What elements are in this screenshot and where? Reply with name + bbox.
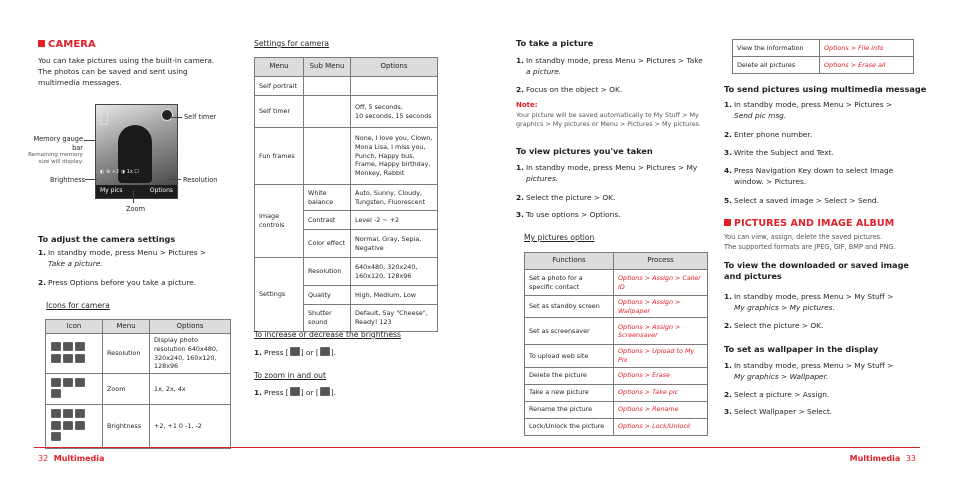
footer-rule <box>34 447 920 448</box>
table-cell: Contrast <box>304 211 351 230</box>
table-cell: 640x480, 320x240, 160x120, 128x96 <box>351 258 438 286</box>
table-row <box>255 77 438 96</box>
note-text: graphics > My pictures or Menu > Pictures > My pictures. <box>516 119 702 128</box>
bullet-square-icon <box>38 40 45 47</box>
step-number: 2. <box>516 193 524 202</box>
footer-section-label: Multimedia <box>53 454 105 463</box>
nav-down-key-icon <box>320 387 330 396</box>
table-cell: Level -2 ~ +2 <box>351 211 438 230</box>
note-text: Your picture will be saved automatically to My Stuff > My <box>516 110 699 119</box>
brightness-step <box>254 347 336 359</box>
label-brightness: Brightness <box>50 176 86 184</box>
softkey-my-pics[interactable]: My pics <box>100 187 123 194</box>
brightness-caption: To increase or decrease the brightness <box>254 330 401 339</box>
note <box>516 101 716 129</box>
step-text: ]. <box>330 388 336 397</box>
volume-up-key-icon <box>290 347 300 356</box>
step-number: 4. <box>724 166 732 175</box>
table-cell: Shutter sound <box>304 305 351 332</box>
memory-gauge-sub: size will display. <box>38 159 83 166</box>
table-header-row <box>46 320 231 334</box>
memory-gauge-title: Memory gauge bar <box>33 135 83 152</box>
footer-left <box>38 453 104 465</box>
table-cell: Quality <box>304 286 351 305</box>
step-text: Enter phone number. <box>734 130 813 139</box>
table-cell: Default, Say "Cheese", Ready! 123 <box>351 305 438 332</box>
table-cell: Zoom <box>103 374 150 405</box>
table-row <box>46 334 231 374</box>
table-cell: Options > Upload to My Pix <box>614 345 708 367</box>
step-text: ] or [ <box>300 348 319 357</box>
step-text: In standby mode, press Menu > Pictures > Take <box>526 56 703 65</box>
step-number: 1. <box>516 56 524 65</box>
zoom-step <box>254 387 336 399</box>
table-header-row <box>525 253 708 270</box>
step-text: Press [ <box>264 348 289 357</box>
self-timer-icon <box>161 109 173 121</box>
step-text: My graphics > My pictures. <box>734 302 835 312</box>
screen-icons: ◐ ⊕ +2 ◑ 1x ☐ <box>100 169 139 175</box>
more-options-table <box>732 39 914 74</box>
step-text: ]. <box>330 348 336 357</box>
leader-line <box>168 179 181 180</box>
table-cell: Set as screensaver <box>525 318 614 345</box>
table-header: Functions <box>525 253 614 270</box>
table-cell: Options > Rename <box>614 401 708 418</box>
step-number: 1. <box>254 348 262 357</box>
wallpaper-heading: To set as wallpaper in the display <box>724 344 879 354</box>
table-row <box>255 128 438 185</box>
table-row <box>255 185 438 211</box>
volume-down-key-icon <box>320 347 330 356</box>
step-number: 5. <box>724 196 732 205</box>
table-cell: +2, +1 0 -1, -2 <box>150 405 231 449</box>
table-header: Options <box>150 320 231 334</box>
softkey-bar <box>96 185 177 198</box>
table-row <box>525 367 708 384</box>
table-row <box>525 270 708 296</box>
table-cell: Take a new picture <box>525 384 614 401</box>
camera-intro <box>38 55 238 88</box>
table-row <box>525 345 708 367</box>
nav-up-key-icon <box>290 387 300 396</box>
table-cell: Delete the picture <box>525 367 614 384</box>
table-cell: Lock/Unlock the picture <box>525 418 614 435</box>
step-text: window. > Pictures. <box>734 176 807 186</box>
album-heading: PICTURES AND IMAGE ALBUM <box>724 217 894 231</box>
table-header: Icon <box>46 320 103 334</box>
viewdl-step <box>724 292 924 313</box>
table-cell: Display photo resolution 640x480, 320x240, 160x120, 128x96 <box>150 334 231 374</box>
intro-line: multimedia messages. <box>38 78 122 88</box>
label-memory-gauge <box>28 135 83 167</box>
intro-line: You can view, assign, delete the saved pictures. <box>724 233 883 241</box>
table-header: Menu <box>103 320 150 334</box>
table-cell: Image controls <box>255 185 304 258</box>
step-number: 2. <box>724 321 732 330</box>
table-row <box>733 57 914 74</box>
step-text: Focus on the object > OK. <box>526 85 623 94</box>
wall-step <box>724 390 924 401</box>
table-cell: Color effect <box>304 230 351 258</box>
table-header: Menu <box>255 58 304 77</box>
step-text: Select Wallpaper > Select. <box>734 407 833 416</box>
step-text: In standby mode, press Menu > My Stuff > <box>734 292 894 301</box>
page-number: 33 <box>905 454 916 463</box>
step-number: 3. <box>516 210 524 219</box>
leader-line <box>133 190 134 203</box>
step-number: 2. <box>38 278 46 287</box>
bullet-square-icon <box>724 219 731 226</box>
icons-table-caption: Icons for camera <box>46 301 110 310</box>
table-cell: Rename the picture <box>525 401 614 418</box>
label-resolution: Resolution <box>183 176 218 184</box>
footer-section-label: Multimedia <box>849 454 901 463</box>
step-text: Select the picture > OK. <box>526 193 616 202</box>
step-number: 1. <box>38 248 46 257</box>
step-text: Press Options before you take a picture. <box>48 278 197 287</box>
table-header: Sub Menu <box>304 58 351 77</box>
settings-table <box>254 57 438 332</box>
table-cell: To upload web site <box>525 345 614 367</box>
step-number: 1. <box>724 361 732 370</box>
view-downloaded-heading <box>724 260 924 281</box>
memory-gauge-sub: Remaining memory <box>28 152 83 159</box>
step-text: To use options > Options. <box>526 210 621 219</box>
step-text: pictures. <box>526 173 559 183</box>
step-number: 1. <box>724 100 732 109</box>
table-cell: Set as standby screen <box>525 296 614 318</box>
send-step <box>724 196 924 207</box>
album-intro <box>724 233 924 252</box>
note-label: Note: <box>516 101 538 109</box>
table-cell: 1x, 2x, 4x <box>150 374 231 405</box>
table-cell: Options > Take pic <box>614 384 708 401</box>
heading-line: and pictures <box>724 270 782 281</box>
memory-gauge-icon <box>100 109 108 125</box>
table-cell <box>304 128 351 185</box>
step-text: Press Navigation Key down to select Image <box>734 166 894 175</box>
intro-line: The photos can be saved and sent using <box>38 67 188 77</box>
view-step <box>516 193 716 204</box>
table-cell: Fun frames <box>255 128 304 185</box>
step-text: In standby mode, press Menu > Pictures > My <box>526 163 698 172</box>
table-cell: Self timer <box>255 96 304 128</box>
table-cell: Delete all pictures <box>733 57 820 74</box>
table-row <box>525 384 708 401</box>
footer-right <box>850 453 916 465</box>
softkey-options[interactable]: Options <box>149 187 173 194</box>
table-row <box>255 258 438 286</box>
options-table-caption: My pictures option <box>524 233 595 242</box>
table-row <box>255 96 438 128</box>
table-row <box>46 405 231 449</box>
table-cell: Normal, Gray, Sepia, Negative <box>351 230 438 258</box>
label-self-timer: Self timer <box>184 113 217 121</box>
leader-line <box>170 117 182 118</box>
table-cell: Options > Lock/Unlock <box>614 418 708 435</box>
step-number: 3. <box>724 148 732 157</box>
heading-line: To view the downloaded or saved image <box>724 260 909 270</box>
step-text: In standby mode, press Menu > My Stuff > <box>734 361 894 370</box>
camera-heading: CAMERA <box>38 38 96 53</box>
send-step <box>724 166 924 187</box>
adjust-settings-heading: To adjust the camera settings <box>38 234 176 244</box>
step-text: Take a picture. <box>48 258 103 268</box>
table-row <box>525 296 708 318</box>
step-text: Select a saved image > Select > Send. <box>734 196 879 205</box>
my-pictures-options-table <box>524 252 708 436</box>
step-number: 1. <box>516 163 524 172</box>
camera-setting-icon <box>46 405 103 449</box>
table-cell: Brightness <box>103 405 150 449</box>
send-step <box>724 130 924 141</box>
step-number: 2. <box>724 130 732 139</box>
table-cell: Options > Assign > Wallpaper <box>614 296 708 318</box>
step-text: My graphics > Wallpaper. <box>734 371 829 381</box>
step-text: In standby mode, press Menu > Pictures > <box>734 100 893 109</box>
page-number: 32 <box>38 454 49 463</box>
table-row <box>525 418 708 435</box>
step-number: 2. <box>724 390 732 399</box>
step-number: 1. <box>254 388 262 397</box>
table-header: Options <box>351 58 438 77</box>
intro-line: You can take pictures using the built-in camera. <box>38 56 215 65</box>
table-row <box>525 401 708 418</box>
step-text: Write the Subject and Text. <box>734 148 834 157</box>
table-row <box>525 318 708 345</box>
table-cell: High, Medium, Low <box>351 286 438 305</box>
adjust-step <box>38 248 238 269</box>
label-zoom: Zoom <box>126 205 146 213</box>
table-cell: Settings <box>255 258 304 332</box>
table-cell: Resolution <box>304 258 351 286</box>
take-step <box>516 56 716 77</box>
settings-table-caption: Settings for camera <box>254 39 330 48</box>
table-cell: Options > File info <box>820 40 914 57</box>
table-header: Process <box>614 253 708 270</box>
wall-step <box>724 407 924 418</box>
take-step <box>516 85 716 96</box>
viewdl-step <box>724 321 924 332</box>
table-cell <box>351 77 438 96</box>
table-cell: Options > Erase all <box>820 57 914 74</box>
table-cell: Set a photo for a specific contact <box>525 270 614 296</box>
step-text: Select the picture > OK. <box>734 321 824 330</box>
icons-table <box>45 319 231 449</box>
table-cell <box>304 77 351 96</box>
view-step <box>516 163 716 184</box>
table-cell: Auto, Sunny, Cloudy, Tungsten, Fluorescent <box>351 185 438 211</box>
table-cell: Resolution <box>103 334 150 374</box>
step-text: a picture. <box>526 66 562 76</box>
step-text: In standby mode, press Menu > Pictures > <box>48 248 207 257</box>
step-number: 1. <box>724 292 732 301</box>
table-cell: Off, 5 seconds, 10 seconds, 15 seconds <box>351 96 438 128</box>
leader-line <box>84 140 96 141</box>
zoom-caption: To zoom in and out <box>254 371 326 380</box>
camera-screen-image <box>95 104 178 199</box>
send-pictures-heading: To send pictures using multimedia message <box>724 84 927 94</box>
wall-step <box>724 361 924 382</box>
table-row <box>733 40 914 57</box>
table-header-row <box>255 58 438 77</box>
camera-setting-icon <box>46 374 103 405</box>
take-picture-heading: To take a picture <box>516 38 594 48</box>
view-step <box>516 210 716 221</box>
step-text: ] or [ <box>300 388 319 397</box>
adjust-step <box>38 278 238 289</box>
step-number: 2. <box>516 85 524 94</box>
step-number: 3. <box>724 407 732 416</box>
view-pictures-heading: To view pictures you've taken <box>516 146 653 156</box>
intro-line: The supported formats are JPEG, GIF, BMP and PNG. <box>724 242 896 251</box>
camera-setting-icon <box>46 334 103 374</box>
table-row <box>46 374 231 405</box>
step-text: Select a picture > Assign. <box>734 390 830 399</box>
table-cell: Self portrait <box>255 77 304 96</box>
table-cell: White balance <box>304 185 351 211</box>
step-text: Press [ <box>264 388 289 397</box>
table-cell <box>304 96 351 128</box>
table-cell: Options > Assign > Screensaver <box>614 318 708 345</box>
send-step <box>724 148 924 159</box>
table-cell: Options > Assign > Caller ID <box>614 270 708 296</box>
table-cell: Options > Erase <box>614 367 708 384</box>
leader-line <box>85 179 97 180</box>
send-step <box>724 100 924 121</box>
table-cell: None, I love you, Clown, Mona Lisa, I miss you, Punch, Happy bus, Frame, Happy birthday, Monkey, Rabbit <box>351 128 438 185</box>
step-text: Send pic msg. <box>734 110 787 120</box>
table-cell: View the information <box>733 40 820 57</box>
